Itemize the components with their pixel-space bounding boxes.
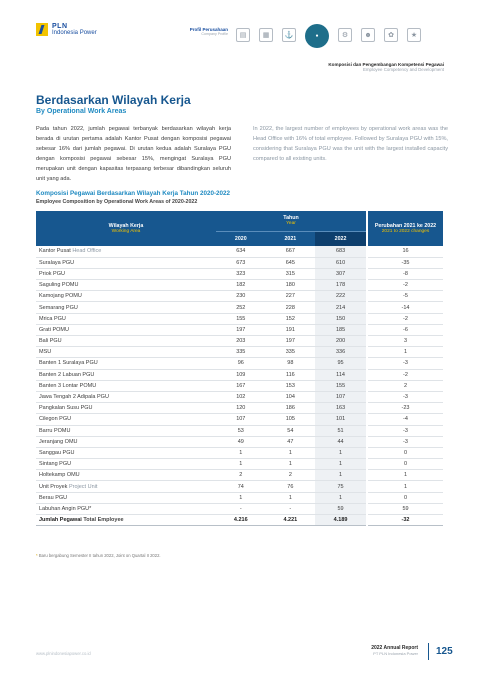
area-name: Banten 2 Labuan PGU [39, 371, 95, 378]
area-name: Unit Proyek [39, 483, 68, 490]
value-2020: 323 [216, 268, 266, 279]
area-name: Sanggau PGU [39, 449, 75, 456]
value-change: -2 [367, 369, 443, 380]
value-2021: 227 [266, 291, 316, 302]
value-2020: 1 [216, 492, 266, 503]
area-name: Banten 1 Suralaya PGU [39, 360, 98, 367]
area-name-cell [36, 447, 216, 458]
value-2021: 104 [266, 391, 316, 402]
value-2022: 114 [315, 369, 367, 380]
company-logo[interactable] [36, 23, 97, 36]
value-2021: 315 [266, 268, 316, 279]
gear-icon[interactable]: ⚙ [338, 28, 352, 42]
area-name: Cilegon PGU [39, 416, 72, 423]
leaf-icon[interactable]: ✿ [384, 28, 398, 42]
table-row [36, 280, 443, 291]
value-2021: 667 [266, 246, 316, 257]
area-name-cell [36, 481, 216, 492]
value-2022: 222 [315, 291, 367, 302]
area-name-cell [36, 302, 216, 313]
area-name-cell [36, 403, 216, 414]
company-profile-active-icon[interactable]: ● [305, 24, 329, 48]
area-name: Labuhan Angin PGU* [39, 505, 92, 512]
value-2021: 105 [266, 414, 316, 425]
value-2020: 203 [216, 336, 266, 347]
report-title: 2022 Annual Report [371, 645, 418, 651]
value-2022: 44 [315, 436, 367, 447]
area-name-cell [36, 436, 216, 447]
value-2022: 4.189 [315, 515, 367, 526]
value-2021: 47 [266, 436, 316, 447]
value-2022: 107 [315, 391, 367, 402]
area-name-cell [36, 515, 216, 526]
value-2020: 634 [216, 246, 266, 257]
value-2022: 95 [315, 358, 367, 369]
area-name-cell [36, 246, 216, 257]
value-2022: 336 [315, 347, 367, 358]
value-2022: 1 [315, 492, 367, 503]
value-2020: 49 [216, 436, 266, 447]
value-2020: 1 [216, 459, 266, 470]
area-name: Pangkalan Susu PGU [39, 405, 93, 412]
area-name-cell [36, 358, 216, 369]
value-2020: 182 [216, 280, 266, 291]
value-change: 59 [367, 503, 443, 514]
area-name-en: Head Office [72, 248, 102, 255]
value-2021: 76 [266, 481, 316, 492]
area-name: Mrica PGU [39, 315, 66, 322]
table-row [36, 447, 443, 458]
area-name-cell [36, 470, 216, 481]
footnote-star: * [36, 553, 38, 558]
report-label [350, 645, 418, 656]
value-2020: 167 [216, 380, 266, 391]
area-name: Jawa Tengah 2 Adipala PGU [39, 394, 109, 401]
value-2022: 155 [315, 380, 367, 391]
area-name-cell [36, 347, 216, 358]
table-row [36, 470, 443, 481]
table-row [36, 436, 443, 447]
chapter-title: Komposisi dan Pengembangan Kompetensi Pegawai [328, 62, 444, 67]
area-name: Saguling POMU [39, 282, 79, 289]
value-2022: 59 [315, 503, 367, 514]
value-change: -23 [367, 403, 443, 414]
value-2021: - [266, 503, 316, 514]
header-working-area [36, 211, 216, 246]
header-area-label: Wilayah Kerja [108, 223, 144, 229]
area-name: Holtekamp OMU [39, 472, 80, 479]
value-2022: 214 [315, 302, 367, 313]
value-2022: 150 [315, 313, 367, 324]
lightning-logo-icon [36, 23, 48, 36]
value-2021: 2 [266, 470, 316, 481]
table-row [36, 358, 443, 369]
value-change: 0 [367, 459, 443, 470]
area-name-cell [36, 280, 216, 291]
header-area-label-en: Working Area [111, 229, 141, 234]
website-url[interactable]: www.plnindonesiapower.co.id [36, 651, 91, 656]
value-2020: 96 [216, 358, 266, 369]
table-row [36, 347, 443, 358]
value-2022: 200 [315, 336, 367, 347]
value-2020: 230 [216, 291, 266, 302]
table-row [36, 324, 443, 335]
value-change: 3 [367, 336, 443, 347]
value-2022: 683 [315, 246, 367, 257]
chapter-nav [236, 22, 430, 48]
table-row [36, 391, 443, 402]
value-change: -14 [367, 302, 443, 313]
value-2021: 98 [266, 358, 316, 369]
value-change: -5 [367, 291, 443, 302]
area-name-cell [36, 425, 216, 436]
header-change-label: Perubahan 2021 ke 2022 [374, 223, 437, 229]
value-change: -3 [367, 358, 443, 369]
report-company: PT PLN Indonesia Power [373, 651, 418, 656]
area-name-cell [36, 257, 216, 268]
page-header [0, 0, 480, 60]
value-2020: 120 [216, 403, 266, 414]
table-row [36, 503, 443, 514]
header-change-label-en: 2021 to 2022 changes [381, 229, 430, 234]
value-change: 1 [367, 481, 443, 492]
table-row [36, 369, 443, 380]
page-subtitle: By Operational Work Areas [36, 108, 127, 115]
value-2021: 197 [266, 336, 316, 347]
value-change: 2 [367, 380, 443, 391]
chart-icon[interactable]: ▦ [259, 28, 273, 42]
value-change: 1 [367, 470, 443, 481]
area-name: Berau PGU [39, 494, 68, 501]
area-name-en: Project Unit [68, 483, 98, 490]
table-row [36, 291, 443, 302]
header-year-label-en: Year [286, 221, 296, 227]
value-2022: 1 [315, 459, 367, 470]
table-row [36, 414, 443, 425]
area-name: Sintang PGU [39, 461, 72, 468]
value-change: -35 [367, 257, 443, 268]
table-row [36, 492, 443, 503]
value-2021: 1 [266, 447, 316, 458]
area-name-cell [36, 492, 216, 503]
area-name: Suralaya PGU [39, 259, 75, 266]
value-2020: 2 [216, 470, 266, 481]
table-row [36, 313, 443, 324]
value-2022: 163 [315, 403, 367, 414]
header-year-2020: 2020 [216, 231, 266, 246]
value-change: -32 [367, 515, 443, 526]
value-2021: 153 [266, 380, 316, 391]
value-2022: 185 [315, 324, 367, 335]
value-change: 16 [367, 246, 443, 257]
table-title: Komposisi Pegawai Berdasarkan Wilayah Kerja Tahun 2020-2022 [36, 190, 231, 197]
table-row [36, 481, 443, 492]
value-2021: 335 [266, 347, 316, 358]
table-row [36, 380, 443, 391]
footer-divider [428, 643, 429, 660]
value-change: -6 [367, 324, 443, 335]
table-row [36, 268, 443, 279]
employee-composition-table [36, 211, 443, 526]
area-name-cell [36, 324, 216, 335]
value-2020: 4.216 [216, 515, 266, 526]
area-name-en: Total Employee [83, 517, 124, 524]
value-2022: 1 [315, 470, 367, 481]
header-year-2021: 2021 [266, 231, 316, 246]
value-2022: 75 [315, 481, 367, 492]
area-name: Barru POMU [39, 427, 71, 434]
area-name-cell [36, 459, 216, 470]
value-2022: 1 [315, 447, 367, 458]
area-name-cell [36, 503, 216, 514]
value-2020: 102 [216, 391, 266, 402]
table-row [36, 257, 443, 268]
value-2020: 1 [216, 447, 266, 458]
header-year-label: Tahun [283, 215, 299, 222]
value-2020: 673 [216, 257, 266, 268]
area-name-cell [36, 268, 216, 279]
value-2021: 1 [266, 492, 316, 503]
chapter-title-en: Employee Competency and Development [362, 67, 444, 72]
value-2021: 186 [266, 403, 316, 414]
section-title-en: Company Profile [201, 32, 228, 36]
value-change: 1 [367, 347, 443, 358]
paragraph-id: Pada tahun 2022, jumlah pegawai terbanyak berdasarkan wilayah kerja berada di urutan pertama adalah Kantor Pusat dengan komposisi pegawai sebesar 16% dari jumlah pegawai. Di urutan kedua adalah Suralaya PGU dengan komposisi pegawai sebesar 15%, mengingat Suralaya PGU merupakan unit dengan kapasitas terpasang terbesar dibandingkan seluruh unit yang ada. [36, 126, 231, 182]
area-name-cell [36, 291, 216, 302]
value-2020: 107 [216, 414, 266, 425]
header-change [367, 211, 443, 246]
value-2021: 1 [266, 459, 316, 470]
area-name: Semarang PGU [39, 304, 78, 311]
value-2021: 116 [266, 369, 316, 380]
value-2020: 155 [216, 313, 266, 324]
chapter-label [328, 62, 444, 72]
area-name: MSU [39, 349, 52, 356]
area-name-cell [36, 380, 216, 391]
table-subtitle: Employee Composition by Operational Work Areas of 2020-2022 [36, 199, 198, 205]
page-number: 125 [436, 646, 453, 657]
table-footnote [36, 553, 161, 558]
value-2022: 178 [315, 280, 367, 291]
paragraph-en: In 2022, the largest number of employees by operational work areas was the Head Office with 16% of total employee. Followed by Suralaya PGU with 15%, considering that Suralaya PGU was the unit with the largest installed capacity compared to all existing units. [253, 126, 448, 162]
value-2021: 152 [266, 313, 316, 324]
table-row [36, 302, 443, 313]
area-name: Banten 3 Lontar POMU [39, 382, 97, 389]
value-change: -2 [367, 280, 443, 291]
users-icon[interactable]: ☻ [361, 28, 375, 42]
area-name: Bali PGU [39, 338, 62, 345]
table-row [36, 403, 443, 414]
area-name-cell [36, 391, 216, 402]
value-2020: 109 [216, 369, 266, 380]
table-row [36, 459, 443, 470]
value-2022: 610 [315, 257, 367, 268]
area-name: Kantor Pusat [39, 248, 71, 255]
value-2021: 180 [266, 280, 316, 291]
area-name: Jumlah Pegawai [39, 517, 82, 524]
value-2020: - [216, 503, 266, 514]
logo-subtitle: Indonesia Power [52, 30, 97, 36]
value-2021: 54 [266, 425, 316, 436]
area-name: Priok PGU [39, 270, 65, 277]
value-change: -3 [367, 425, 443, 436]
value-2022: 51 [315, 425, 367, 436]
header-year-2022: 2022 [315, 231, 367, 246]
value-change: -4 [367, 414, 443, 425]
area-name: Jeranjang OMU [39, 438, 78, 445]
table-row [36, 336, 443, 347]
area-name: Kamojang POMU [39, 293, 82, 300]
header-year [216, 211, 367, 231]
value-2020: 335 [216, 347, 266, 358]
value-2020: 53 [216, 425, 266, 436]
value-2021: 191 [266, 324, 316, 335]
value-change: -3 [367, 436, 443, 447]
table-total-row [36, 515, 443, 526]
value-2022: 101 [315, 414, 367, 425]
anchor-icon[interactable]: ⚓ [282, 28, 296, 42]
table-row [36, 425, 443, 436]
table-row [36, 246, 443, 257]
value-2021: 645 [266, 257, 316, 268]
area-name: Grati POMU [39, 326, 69, 333]
value-2020: 197 [216, 324, 266, 335]
page-title: Berdasarkan Wilayah Kerja [36, 93, 191, 107]
value-2020: 74 [216, 481, 266, 492]
value-2022: 307 [315, 268, 367, 279]
value-change: 0 [367, 447, 443, 458]
value-change: 0 [367, 492, 443, 503]
value-change: -2 [367, 313, 443, 324]
area-name-cell [36, 369, 216, 380]
value-2020: 252 [216, 302, 266, 313]
doc-icon[interactable]: ▤ [236, 28, 250, 42]
value-2021: 4.221 [266, 515, 316, 526]
area-name-cell [36, 414, 216, 425]
area-name-cell [36, 313, 216, 324]
logo-name: PLN [52, 23, 68, 30]
value-2021: 228 [266, 302, 316, 313]
badge-icon[interactable]: ★ [407, 28, 421, 42]
value-change: -3 [367, 391, 443, 402]
section-title: Profil Perusahaan [189, 27, 228, 32]
footnote-text: Baru bergabung Semester II tahun 2022, Joint on Quartal II 2022. [38, 553, 161, 558]
area-name-cell [36, 336, 216, 347]
value-change: -8 [367, 268, 443, 279]
section-label [180, 27, 228, 36]
